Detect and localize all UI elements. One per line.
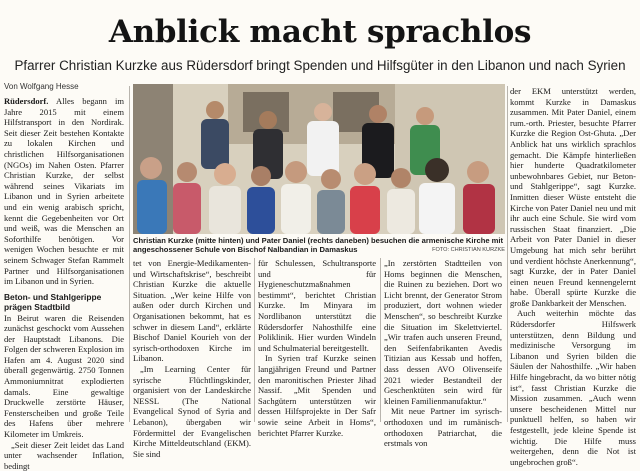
- column-divider: [507, 86, 508, 422]
- paragraph: Mit neue Partner im syrisch-orthodoxen und im rumänisch-orthodoxen Patriarchat, die erstmals von: [384, 406, 502, 449]
- subheadline: Pfarrer Christian Kurzke aus Rüdersdorf bringt Spenden und Hilfsgüter in den Libanon und nach Syrien: [14, 58, 626, 73]
- paragraph: Auch weiterhin möchte das Rüdersdorfer Hilfswerk unterstützen, denn Bildung und medizinische Versorgung im Libanon und Syrien bilden die Säulen der Nahosthilfe. „Wir haben Hilfe hingebracht, da wo bitter nötig ist“, fasst Christian Kurzke die Mission zusammen. „Auch wenn unsere bescheidenen Mittel nur punktuell helfen, so haben wir festgestellt, jede kleine Spende ist wichtig. Die Hilfe muss weitergehen, denn die Not ist ungebrochen groß“.: [510, 308, 636, 467]
- column-divider: [254, 258, 255, 422]
- paragraph: „In zerstörten Stadtteilen von Homs beginnen die Menschen, die Ruinen zu beziehen. Dort wo Licht brennt, der Generator Strom produziert, dort wohnen wieder Menschen“, so beschreibt Kurzke die Situation im Skelettviertel. „Wir trafen auch unseren Freund, den Seifenfabrikanten Avedis Titizian aus Kessab und hoffen, dass dessen AVO Olivenseife 2021 wieder Bestandteil der Geschenktüten sein wird für kleinen Familienmanufaktur.“: [384, 258, 502, 406]
- paragraph: „Im Learning Center für syrische Flüchtlingskinder, organisiert von der Landeskirche NESSL (The National Evangelical Synod of Syria and Lebanon), übergaben wir Fördermittel der Evangelischen Kirche Mitteldeutschland (EKM). Sie sind: [133, 363, 251, 459]
- photo-child: [173, 162, 201, 234]
- photo-child: [317, 169, 345, 234]
- paragraph: „Seit dieser Zeit leidet das Land unter wachsender Inflation, bedingt: [4, 439, 124, 471]
- paragraph: [4, 96, 124, 287]
- photo-child: [247, 166, 275, 234]
- paragraph: In Beirut waren die Reisenden zunächst geschockt vom Aussehen der Hauptstadt Libanons. Die Folgen der schweren Explosion im Hafen am 4. August 2020 sind überall gegenwärtig. 2750 Tonnen Ammoniumnitrat explodierten damals. Eine gewaltige Druckwelle zerstörte Häuser, Fensterscheiben und große Teile des Hafens über mehrere Kilometer im Umkreis.: [4, 312, 124, 440]
- photo-credit: FOTO: CHRISTIAN KURZKE: [432, 247, 505, 253]
- paragraph: für Schulessen, Schultransporte und für Hygieneschutzmaßnahmen bestimmt“, berichtet Christian Kurzke. Im Minyara im Nordlibanon unterstützt die Rüdersdorfer Nahosthilfe eine Poliklinik. Hier wurden Windeln und Schulmaterial bereitgestellt.: [258, 258, 376, 353]
- photo-caption: Christian Kurzke (mitte hinten) und Pater Daniel (rechts daneben) besuchen die armenische Kirche mit angeschossener Schule von Bischof Nalbandian in Damaskus: [133, 236, 504, 255]
- column-divider: [129, 86, 130, 422]
- section-subtitle: Beton- und Stahlgerippe prägen Stadtbild: [4, 291, 102, 313]
- dateline: Rüdersdorf.: [4, 96, 49, 106]
- article-column-2: [133, 258, 251, 459]
- headline: Anblick macht sprachlos: [108, 14, 532, 50]
- article-column-5: [510, 86, 636, 467]
- article-column-1: [4, 96, 124, 471]
- article-column-4: [384, 258, 502, 449]
- paragraph-text: Alles begann im Jahre 2015 mit einem Hilfstransport in den Nordirak. Seit dieser Zeit bestehen Kontakte zu lokalen Kirchen und christlichen Hilfsorganisationen (NGOs) im Nahen Osten. Pfarrer Christian Kurzke, der selbst während seines Vikariats im Libanon und in Syrien arbeitete und ein wenig arabisch spricht, kennt die Gegebenheiten vor Ort und weiß, was die Menschen an Soforthilfe benötigen. Vor wenigen Wochen besuchte er mit seinem Schwager Stefan Rammelt Partner und Hilfsorganisationen im Libanon und in Syrien.: [4, 96, 124, 287]
- photo-child: [350, 163, 380, 234]
- paragraph: tet von Energie-Medikamenten- und Wirtschaftskrise“, beschreibt Christian Kurzke die aktuelle Situation. „Wer keine Hilfe von außen oder durch Kirchen und Organisationen bekommt, hat es schwer in diesem Land“, erklärte Bischof Daniel Kourieh von der syrisch-orthodoxen Kirche im Libanon.: [133, 258, 251, 364]
- paragraph: der EKM unterstützt werden, kommt Kurzke in Damaskus zusammen. Mit Pater Daniel, einem rum.-orth. Priester, besuchte Pfarrer Kurzke die Region Ost-Ghuta. „Der Anblick hat uns wirklich sprachlos gemacht. Die Kämpfe hinterließen hier hunderte Quadratkilometer unbewohnbares Gebiet, nur Beton- und Stahlgerippe“, sagt Kurzke. Inmitten dieser Wüste entsteht die Kirche von Pater Daniel neu und mit ihr auch eine Schule. Sie wird vom russischen Staat finanziert. „Die Arbeit von Pater Daniel in dieser Umgebung hat mich sehr berührt und verdient höchste Anerkennung“, sagt Kurzke, der in Pater Daniel einen neuen Freund kennengelernt habe. Überall spürte Kurzke die große Dankbarkeit der Menschen.: [510, 86, 636, 308]
- byline: Von Wolfgang Hesse: [4, 82, 79, 91]
- column-divider: [380, 258, 381, 422]
- photo-illustration: [133, 84, 505, 234]
- paragraph: In Syrien traf Kurzke seinen langjährigen Freund und Partner den maronitischen Priester Jihad Nassif. „Mit Spenden und Sachgütern unterstützen wir dessen Hilfsprojekte in Der Safr sowie seine Arbeit in Homs“, berichtet Pfarrer Kurzke.: [258, 353, 376, 438]
- photo-child: [281, 161, 311, 234]
- photo-child: [387, 168, 415, 234]
- article-photo: [133, 84, 505, 234]
- article-column-3: [258, 258, 376, 438]
